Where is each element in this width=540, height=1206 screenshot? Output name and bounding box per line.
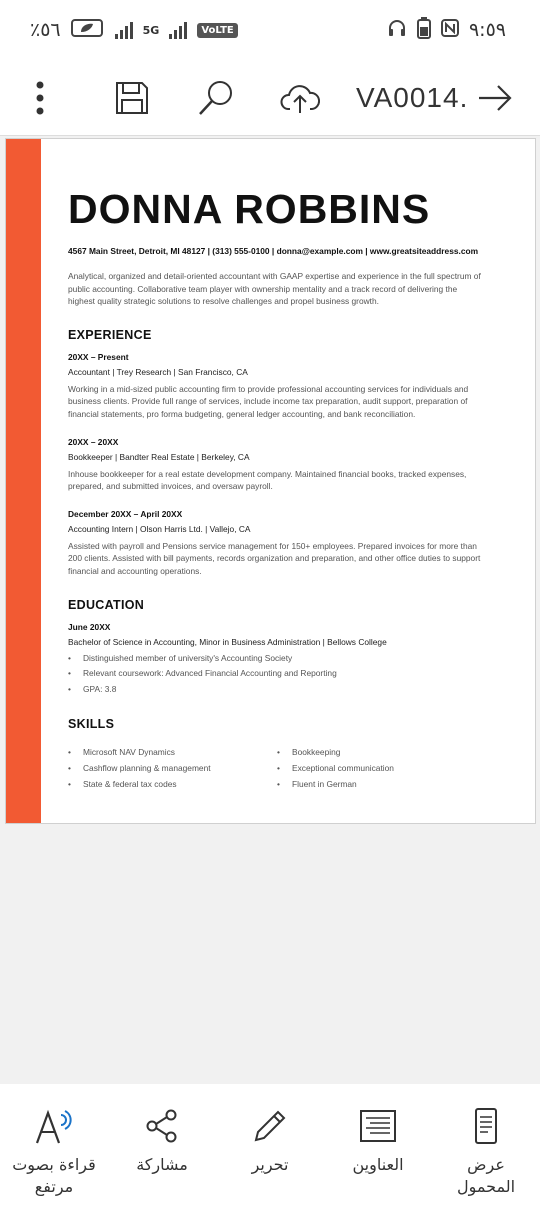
headset-icon [387, 18, 407, 43]
education-heading: EDUCATION [68, 597, 145, 612]
more-options-button[interactable] [20, 70, 60, 126]
headings-button[interactable] [328, 1106, 428, 1206]
skills-column-right [277, 745, 486, 792]
job-date: 20XX – 20XX [68, 436, 119, 447]
list-item: • State & federal tax codes [68, 777, 277, 793]
resume-name: DONNA ROBBINS [68, 186, 431, 232]
share-icon [145, 1109, 179, 1143]
share-label: مشاركة [136, 1155, 188, 1174]
mobile-view-button[interactable] [436, 1106, 536, 1206]
skills-list [68, 741, 486, 792]
experience-heading: EXPERIENCE [68, 327, 152, 342]
status-bar [0, 0, 540, 60]
search-icon [197, 79, 235, 117]
read-aloud-button[interactable] [4, 1106, 104, 1206]
upload-button[interactable] [272, 70, 328, 126]
education-degree: Bachelor of Science in Accounting, Minor in Business Administration | Bellows College [68, 636, 387, 647]
job-date: December 20XX – April 20XX [68, 508, 183, 519]
mobile-view-label: عرض المحمول [456, 1155, 516, 1196]
job-title: Accounting Intern | Olson Harris Ltd. | Vallejo, CA [68, 523, 251, 534]
search-button[interactable] [188, 70, 244, 126]
list-item: • Distinguished member of university's Accounting Society [68, 651, 486, 667]
battery-saver-icon [71, 18, 105, 43]
list-item: • Microsoft NAV Dynamics [68, 745, 277, 761]
list-item: • Bookkeeping [277, 745, 486, 761]
job-title: Accountant | Trey Research | San Francisco, CA [68, 366, 248, 377]
job-entry [68, 509, 486, 578]
mobile-view-icon [474, 1108, 498, 1144]
more-vert-icon [34, 80, 46, 116]
list-item: • Relevant coursework: Advanced Financial Accounting and Reporting [68, 666, 486, 682]
job-description: Assisted with payroll and Pensions service management for 150+ employees. Prepared invoices for more than 200 clients. Assisted with bill payments, records organization and preparation, and other office duties to support financial and accounting operations. [68, 540, 481, 576]
document-toolbar [0, 60, 540, 136]
job-description: Inhouse bookkeeper for a real estate development company. Maintained financial books, tracked expenses, prepared, and submitted invoices, and oversaw payroll. [68, 468, 467, 492]
headings-label: العناوين [352, 1155, 404, 1174]
edit-button[interactable] [220, 1106, 320, 1206]
document-page[interactable] [5, 138, 536, 824]
resume-content [68, 186, 486, 792]
education-date: June 20XX [68, 621, 111, 632]
edit-label: تحرير [251, 1155, 289, 1174]
job-entry [68, 437, 486, 493]
contact-info: 4567 Main Street, Detroit, MI 48127 | (313) 555-0100 | donna@example.com | www.greatsiteaddress.com [68, 246, 479, 256]
share-button[interactable] [112, 1106, 212, 1206]
battery-percent: ٪٥٦ [30, 19, 61, 41]
skills-heading: SKILLS [68, 717, 115, 732]
battery-icon [417, 17, 431, 44]
save-icon [114, 80, 150, 116]
read-aloud-icon [34, 1107, 74, 1145]
save-button[interactable] [104, 70, 160, 126]
job-date: 20XX – Present [68, 351, 129, 362]
clock: ٩:٥٩ [468, 19, 506, 41]
job-entry [68, 352, 486, 421]
list-item: • Fluent in German [277, 777, 486, 793]
signal-icon-2 [169, 21, 187, 39]
job-title: Bookkeeper | Bandter Real Estate | Berkeley, CA [68, 451, 250, 462]
list-item: • Exceptional communication [277, 761, 486, 777]
list-item: • Cashflow planning & management [68, 761, 277, 777]
arrow-forward-icon [477, 84, 513, 112]
document-title: VA0014. [356, 81, 469, 113]
read-aloud-label: قراءة بصوت مرتفع [12, 1155, 96, 1196]
accent-bar [6, 139, 41, 823]
list-item: • GPA: 3.8 [68, 682, 486, 698]
volte-badge: VoLTE [197, 23, 237, 38]
network-type: 5G [142, 23, 160, 37]
edit-pencil-icon [252, 1108, 288, 1144]
forward-button[interactable] [470, 73, 520, 123]
nfc-icon [441, 19, 459, 42]
skills-column-left [68, 745, 277, 792]
education-entry [68, 622, 486, 698]
headings-icon [360, 1110, 396, 1142]
education-bullets [68, 651, 486, 698]
summary: Analytical, organized and detail-oriented accountant with GAAP expertise and experience in the full spectrum of public accounting. Collaborative team player with ownership mentality and a track record of delivering the highest quality strategic solutions to resolve challenges and propel business growth. [68, 271, 481, 307]
cloud-upload-icon [280, 82, 320, 114]
job-description: Working in a mid-sized public accounting firm to provide professional accounting services for individuals and business clients. Provide full range of services, include income tax preparation, audit support, preparation of financial statements, pro forma budgeting, general ledger accounting, and bank reconciliation. [68, 383, 469, 419]
signal-icon [115, 21, 133, 39]
bottom-action-bar [0, 1084, 540, 1206]
